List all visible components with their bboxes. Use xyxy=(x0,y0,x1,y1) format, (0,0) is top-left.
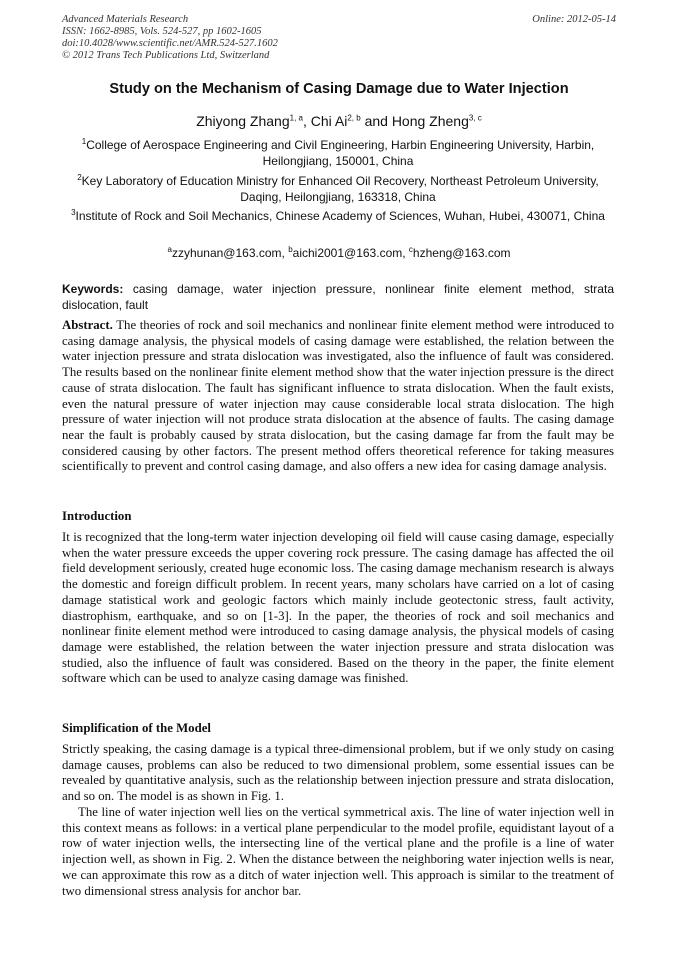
email-line xyxy=(0,246,678,260)
email-marker: c xyxy=(408,245,413,254)
introduction-paragraph: It is recognized that the long-term water injection developing oil field will cause casing damage, especially when the water pressure exceeds the upper covering rock pressure. The casing damage has affected the oil field development seriously, created huge economic loss. The casing damage mechanism research is always the domestic and foreign difficult problem. In recent years, many scholars have carried on a lot of casing damage statistical work and geologic factors which mainly include geotectonic stress, fault activity, diastrophism, earthquake, and so on [1-3]. In the paper, the theories of rock and soil mechanics and nonlinear finite element method were introduced to casing damage analysis, the physical models of casing damage were established, the relation between the water injection pressure and strata dislocation was studied, also the influence of fault was considered. Based on the theory in the paper, the finite element software which can be used to analyze casing damage was finished. xyxy=(62,530,614,686)
journal-header xyxy=(62,14,278,62)
doi-line: doi:10.4028/www.scientific.net/AMR.524-527.1602 xyxy=(62,38,278,49)
author-name: Hong Zheng xyxy=(391,113,469,129)
keywords-label: Keywords: xyxy=(62,282,124,296)
journal-name: Advanced Materials Research xyxy=(62,14,189,25)
affiliation-text: Key Laboratory of Education Ministry for Enhanced Oil Recovery, Northeast Petroleum University, Daqing, Heilongjiang, 163318, China xyxy=(81,174,599,204)
affiliation-marker: 1 xyxy=(81,137,87,146)
simplification-paragraph-1: Strictly speaking, the casing damage is a typical three-dimensional problem, but if we only study on casing damage causes, problems can also be reduced to two dimensional problem, some essential issues can be revealed by quantitative analysis, such as the relationship between injection pressure and strata dislocation, and so on. The model is as shown in Fig. 1. xyxy=(62,742,614,804)
author-superscript: 3, c xyxy=(468,113,482,123)
author-superscript: 1, a xyxy=(289,113,303,123)
section-heading-simplification: Simplification of the Model xyxy=(62,721,211,735)
author-conjunction: and xyxy=(364,113,388,129)
author-name: Zhiyong Zhang xyxy=(196,113,290,129)
abstract xyxy=(62,318,614,475)
affiliation-marker: 3 xyxy=(71,208,76,217)
author-list: Zhiyong Zhang$^{1, a}$, Chi Ai$^{2, b}$ and Hong Zheng$^{3, c}$ xyxy=(196,113,482,129)
keywords xyxy=(62,282,614,313)
email-marker: b xyxy=(288,245,293,254)
email-address[interactable]: aichi2001@163.com, xyxy=(292,246,406,260)
affiliation-marker: 2 xyxy=(77,173,82,182)
abstract-label: Abstract. xyxy=(62,318,113,332)
affiliation-2 xyxy=(62,174,614,205)
online-date: Online: 2012-05-14 xyxy=(532,14,616,25)
affiliation-1 xyxy=(62,138,614,169)
author-superscript: 2, b xyxy=(347,113,361,123)
affiliation-3 xyxy=(62,209,614,225)
keywords-text: casing damage, water injection pressure, nonlinear finite element method, strata dislocation, fault xyxy=(62,282,614,312)
affiliation-text: College of Aerospace Engineering and Civil Engineering, Harbin Engineering University, Harbin, Heilongjiang, 150001, China xyxy=(86,138,595,168)
issn-line: ISSN: 1662-8985, Vols. 524-527, pp 1602-1605 xyxy=(62,26,262,37)
simplification-paragraph-2: The line of water injection well lies on the vertical symmetrical axis. The line of water injection well in this context means as follows: in a vertical plane perpendicular to the model profile, equidistant layout of a row of water injection wells, the intersecting line of the vertical plane and the profile is a line of water injection well, as shown in Fig. 2. When the distance between the neighboring water injection wells is near, we can approximate this row as a ditch of water injection well. This approach is similar to the treatment of two dimensional stress analysis for anchor bar. xyxy=(62,805,614,898)
copyright-line: © 2012 Trans Tech Publications Ltd, Switzerland xyxy=(62,50,270,61)
email-address[interactable]: hzheng@163.com xyxy=(412,246,511,260)
author-name: Chi Ai xyxy=(310,113,348,129)
affiliation-text: Institute of Rock and Soil Mechanics, Chinese Academy of Sciences, Wuhan, Hubei, 430071, China xyxy=(75,209,605,223)
abstract-text: The theories of rock and soil mechanics and nonlinear finite element method were introduced to casing damage analysis, the physical models of casing damage were established, the relation between the water injection pressure and strata dislocation was investigated, also the influence of fault was considered. The results based on the nonlinear finite element method show that the water injection pressure is the direct cause of strata dislocation. The fault has significant influence to strata dislocation. When the fault exists, even the natural pressure of water injection may cause considerable local strata dislocation. The high pressure of water injection will not produce strata dislocation at the absence of faults. The casing damage near the fault is probably caused by strata dislocation, but the casing damage far from the fault may be considered causing by other factors. The present method offers theoretical reference for taking measures scientifically to prevent and control casing damage, and also offers a new idea for casing damage analysis. xyxy=(62,318,614,474)
email-marker: a xyxy=(167,245,172,254)
paper-title: Study on the Mechanism of Casing Damage due to Water Injection xyxy=(109,81,569,97)
section-heading-introduction: Introduction xyxy=(62,509,132,523)
email-address[interactable]: zzyhunan@163.com, xyxy=(171,246,285,260)
